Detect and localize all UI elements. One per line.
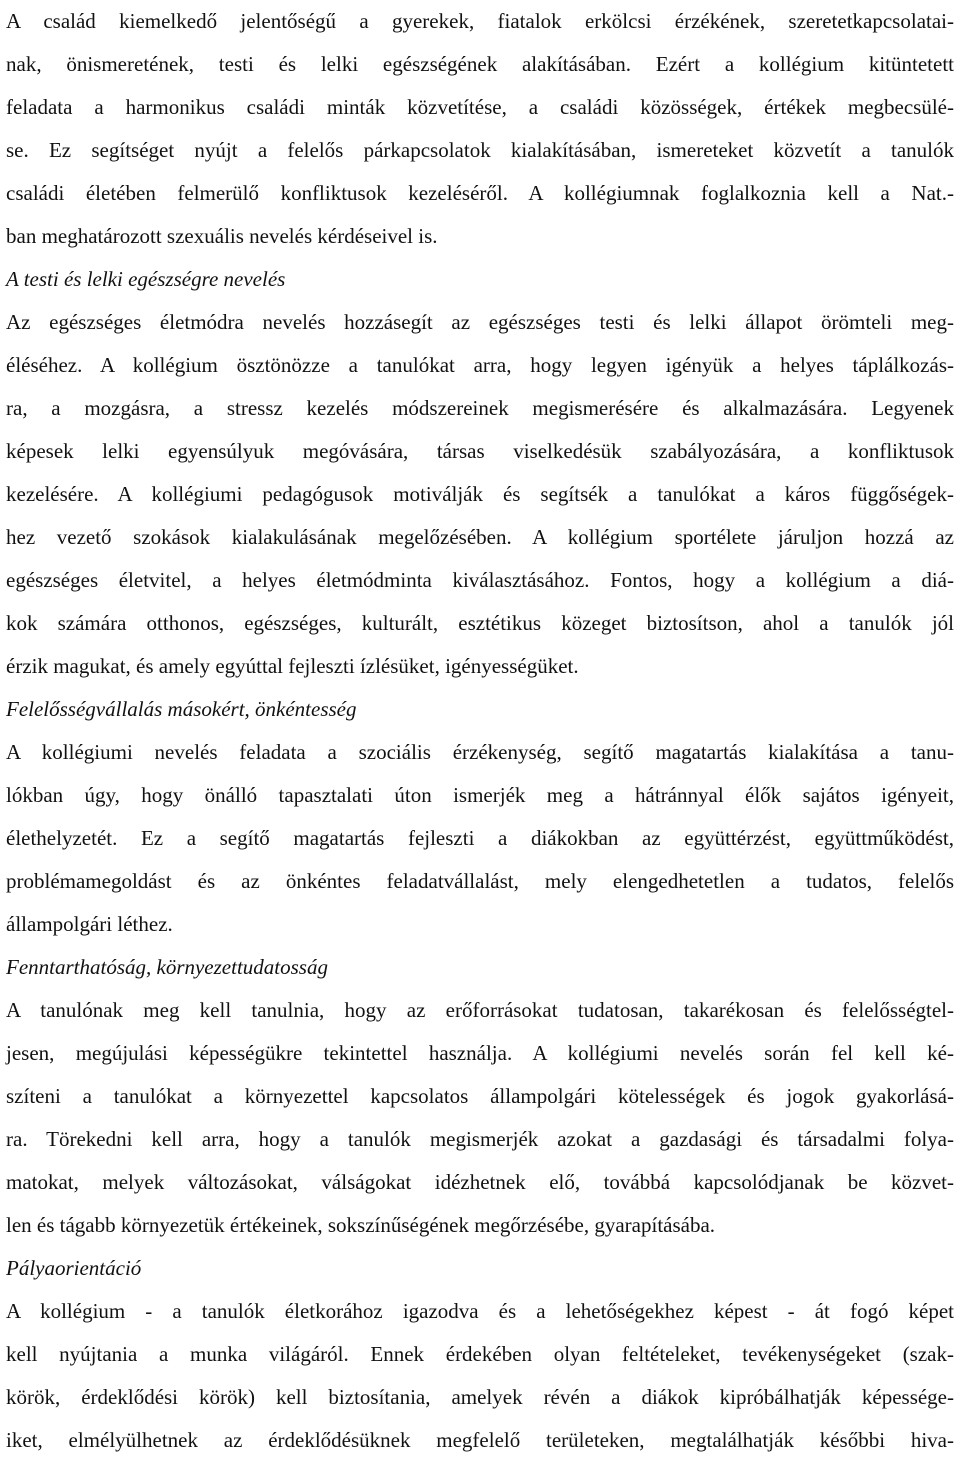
- text-line: nak, önismeretének, testi és lelki egészségének alakításában. Ezért a kollégium kitüntetett: [6, 52, 954, 76]
- text-line: ban meghatározott szexuális nevelés kérdéseivel is.: [6, 224, 438, 248]
- text-line: éléséhez. A kollégium ösztönözze a tanulókat arra, hogy legyen igényük a helyes táplálkozás-: [6, 353, 954, 377]
- text-line: kezelésére. A kollégiumi pedagógusok motiválják és segítsék a tanulókat a káros függőségek-: [6, 482, 954, 506]
- text-line: állampolgári léthez.: [6, 912, 173, 936]
- text-line: se. Ez segítséget nyújt a felelős párkapcsolatok kialakításában, ismereteket közvetít a tanulók: [6, 138, 954, 162]
- text-line: kok számára otthonos, egészséges, kulturált, esztétikus közeget biztosítson, ahol a tanulók jól: [6, 611, 954, 635]
- text-line: len és tágabb környezetük értékeinek, sokszínűségének megőrzésébe, gyarapításába.: [6, 1213, 716, 1237]
- text-line: feladata a harmonikus családi minták közvetítése, a családi közösségek, értékek megbecsülé-: [6, 95, 954, 119]
- text-line: érzik magukat, és amely egyúttal fejleszti ízlésüket, igényességüket.: [6, 654, 579, 678]
- text-line: körök, érdeklődési körök) kell biztosítania, amelyek révén a diákok kipróbálhatják képessége-: [6, 1385, 954, 1409]
- text-line: családi életében felmerülő konfliktusok kezeléséről. A kollégiumnak foglalkoznia kell a Nat.-: [6, 181, 954, 205]
- section-heading: Pályaorientáció: [6, 1256, 142, 1280]
- text-line: A kollégiumi nevelés feladata a szociális érzékenység, segítő magatartás kialakítása a tanu-: [6, 740, 954, 764]
- text-line: egészséges életvitel, a helyes életmódminta kiválasztásához. Fontos, hogy a kollégium a diá-: [6, 568, 954, 592]
- text-line: A kollégium - a tanulók életkorához igazodva és a lehetőségekhez képest - át fogó képet: [6, 1299, 954, 1323]
- text-line: ra, a mozgásra, a stressz kezelés módszereinek megismerésére és alkalmazására. Legyenek: [6, 396, 954, 420]
- text-line: matokat, melyek változásokat, válságokat idézhetnek elő, továbbá kapcsolódjanak be közvet-: [6, 1170, 954, 1194]
- text-line: hez vezető szokások kialakulásának megelőzésében. A kollégium sportélete járuljon hozzá az: [6, 525, 954, 549]
- text-line: iket, elmélyülhetnek az érdeklődésüknek megfelelő területeken, megtalálhatják későbbi hiva-: [6, 1428, 954, 1452]
- text-line: szíteni a tanulókat a környezettel kapcsolatos állampolgári kötelességek és jogok gyakorlásá-: [6, 1084, 954, 1108]
- text-line: problémamegoldást és az önkéntes feladatvállalást, mely elengedhetetlen a tudatos, felelős: [6, 869, 954, 893]
- text-line: képesek lelki egyensúlyuk megóvására, társas viselkedésük szabályozására, a konfliktusok: [6, 439, 954, 463]
- text-line: A tanulónak meg kell tanulnia, hogy az erőforrásokat tudatosan, takarékosan és felelősségtel-: [6, 998, 954, 1022]
- text-line: lókban úgy, hogy önálló tapasztalati úton ismerjék meg a hátránnyal élők sajátos igényeit,: [6, 783, 954, 807]
- text-line: élethelyzetét. Ez a segítő magatartás fejleszti a diákokban az együttérzést, együttműködést,: [6, 826, 954, 850]
- text-line: jesen, megújulási képességükre tekintettel használja. A kollégiumi nevelés során fel kell ké-: [6, 1041, 954, 1065]
- text-line: ra. Törekedni kell arra, hogy a tanulók megismerjék azokat a gazdasági és társadalmi folya-: [6, 1127, 954, 1151]
- section-heading: Fenntarthatóság, környezettudatosság: [6, 955, 328, 979]
- text-line: Az egészséges életmódra nevelés hozzásegít az egészséges testi és lelki állapot örömteli meg-: [6, 310, 954, 334]
- text-line: A család kiemelkedő jelentőségű a gyerekek, fiatalok erkölcsi érzékének, szeretetkapcsolatai-: [6, 9, 954, 33]
- section-heading: Felelősségvállalás másokért, önkéntesség: [6, 697, 357, 721]
- section-heading: A testi és lelki egészségre nevelés: [6, 267, 286, 291]
- text-line: kell nyújtania a munka világáról. Ennek érdekében olyan feltételeket, tevékenységeket (szak-: [6, 1342, 954, 1366]
